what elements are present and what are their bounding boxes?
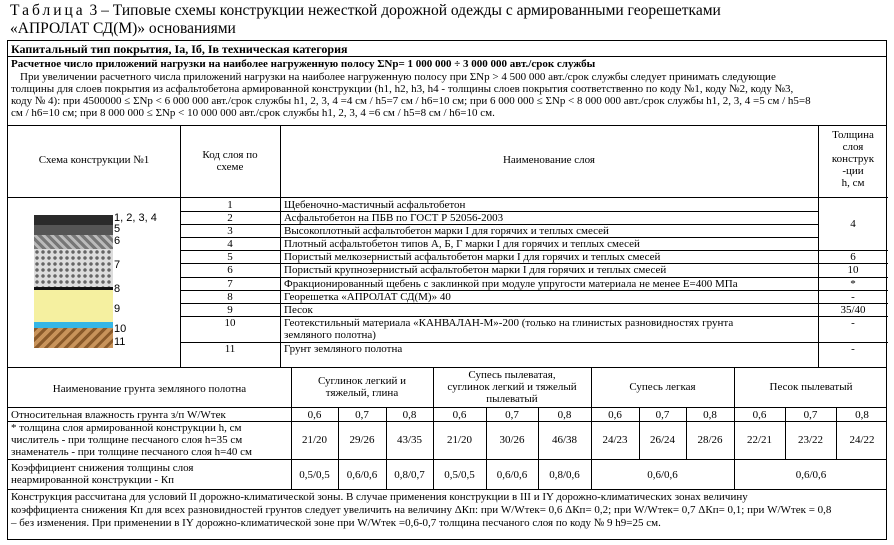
note-line-2: толщины для слоев покрытия из асфальтобетона армированной конструкции (h1, h2, h3, h4 - толщины слоев покрытия соответственно по коду №1, коду №2, коду №3, bbox=[11, 83, 794, 95]
thickness-value: 21/20 bbox=[446, 434, 473, 446]
crushed-stone-layer bbox=[34, 249, 113, 287]
thickness-value: 24/23 bbox=[602, 434, 628, 446]
layer-name: Пористый мелкозернистый асфальтобетон марки I для горячих и теплых смесей bbox=[284, 251, 661, 263]
soil-layer bbox=[34, 328, 113, 348]
layer-name: Грунт земляного полотна bbox=[284, 343, 403, 355]
layer-name: Геотекстильный материала «КАНВАЛАН-М»-200 (только на глинистых разновидностях грунта bbox=[284, 317, 734, 329]
coef-label: Коэффициент снижения толщины слоя неармированной конструкции - Кп bbox=[11, 462, 194, 486]
thickness-value: 24/22 bbox=[849, 434, 875, 446]
humidity-value: 0,8 bbox=[855, 409, 869, 421]
layer-code: 1 bbox=[227, 199, 233, 211]
coef-value: 0,6/0,6 bbox=[496, 469, 528, 481]
soil-group-1: Суглинок легкий и тяжелый, глина bbox=[317, 375, 406, 399]
thickness-value: 21/20 bbox=[301, 434, 328, 446]
coef-value: 0,6/0,6 bbox=[795, 469, 827, 481]
scheme-label-5: 5 bbox=[114, 223, 121, 235]
soil-group-4: Песок пылеватый bbox=[769, 381, 853, 393]
layer-thickness: - bbox=[851, 291, 855, 303]
layer-thickness: 4 bbox=[850, 218, 856, 230]
layer-code: 2 bbox=[227, 212, 233, 224]
layer-name: Асфальтобетон на ПБВ по ГОСТ Р 52056-2003 bbox=[284, 212, 504, 224]
col-thickness: Толщина слоя конструк -ции h, см bbox=[831, 129, 875, 189]
humidity-value: 0,8 bbox=[703, 409, 717, 421]
title-rest: 3 – Типовые схемы конструкции нежесткой дорожной одежды с армированными георешетками bbox=[89, 2, 721, 19]
scheme-label-1-4: 1, 2, 3, 4 bbox=[114, 212, 157, 224]
footer-line-1: Конструкция рассчитана для условий II дорожно-климатической зоны. В случае применения конструкции в III и IY дорожно-климатических зонах величину bbox=[11, 491, 748, 503]
col-scheme: Схема конструкции №1 bbox=[38, 154, 150, 166]
humidity-value: 0,6 bbox=[752, 409, 767, 421]
layer-code: 3 bbox=[227, 225, 233, 237]
title-line2: «АПРОЛАТ СД(М)» основаниями bbox=[10, 20, 236, 37]
layer-code: 8 bbox=[227, 291, 233, 303]
section-title: Капитальный тип покрытия, Iа, Iб, Iв техническая категория bbox=[11, 42, 348, 56]
table-title bbox=[10, 2, 890, 38]
coef-value: 0,5/0,5 bbox=[299, 469, 330, 481]
asphalt-layer-5 bbox=[34, 225, 113, 235]
coef-value: 0,8/0,7 bbox=[394, 469, 425, 481]
layer-name: Песок bbox=[284, 304, 313, 316]
scheme-label-11: 11 bbox=[114, 336, 126, 348]
layer-code: 7 bbox=[227, 278, 233, 290]
asphalt-layer-6 bbox=[34, 235, 113, 249]
humidity-value: 0,8 bbox=[557, 409, 572, 421]
note-line-3: коду № 4): при 4500000 ≤ ΣNр < 6 000 000 авт./срок службы h1, 2, 3, 4 =4 см / h5=7 см / h6=10 см; при 6 000 000 ≤ ΣNр < 8 000 000 авт./срок службы h1, 2, 3, 4 =5 см / h5=8 bbox=[11, 95, 811, 107]
footer-line-3: – без изменения. При применении в IY дорожно-климатической зоне при W/Wтек =0,6-0,7 толщина песчаного слоя по коду № 9 h9=25 см. bbox=[11, 517, 661, 529]
coef-value: 0,6/0,6 bbox=[346, 469, 378, 481]
col-layer-name: Наименование слоя bbox=[502, 154, 595, 166]
layer-thickness: 35/40 bbox=[840, 304, 866, 316]
layer-name: Пористый крупнозернистый асфальтобетон марки I для горячих и теплых смесей bbox=[284, 264, 667, 276]
layer-thickness: - bbox=[851, 343, 855, 355]
thickness-value: 22/21 bbox=[746, 434, 773, 446]
layer-name-cont: земляного полотна) bbox=[284, 329, 376, 341]
humidity-value: 0,7 bbox=[505, 409, 519, 421]
layer-code: 11 bbox=[224, 343, 236, 355]
layer-thickness: 10 bbox=[847, 264, 859, 276]
thickness-value: 28/26 bbox=[697, 434, 723, 446]
humidity-value: 0,7 bbox=[803, 409, 818, 421]
footer-line-2: коэффициента снижения Кп для всех разновидностей грунтов следует увеличить на величину ΔКп: при W/Wтек= 0,6 ΔКп= 0,2; при W/Wтек= 0,7 ΔКп= 0,1; при W/Wтек = 0,8 bbox=[11, 504, 832, 516]
title-word: Таблица bbox=[10, 2, 86, 19]
sand-layer bbox=[34, 290, 113, 322]
layer-name: Высокоплотный асфальтобетон марки I для горячих и теплых смесей bbox=[284, 225, 609, 237]
humidity-value: 0,7 bbox=[355, 409, 369, 421]
note-line-4: см / h6=10 см; при 8 000 000 ≤ ΣNр < 10 000 000 авт./срок службы h1, 2, 3, 4 =6 см / h5=8 см / h6=10 см. bbox=[11, 107, 495, 119]
thickness-value: 23/22 bbox=[797, 434, 824, 446]
layer-code: 10 bbox=[224, 317, 236, 329]
layer-name: Плотный асфальтобетон типов А, Б, Г марки I для горячих и теплых смесей bbox=[284, 238, 640, 250]
scheme-label-8: 8 bbox=[114, 283, 121, 295]
humidity-label: Относительная влажность грунта з/п W/Wтек bbox=[11, 409, 226, 421]
layer-thickness: - bbox=[851, 317, 855, 329]
thickness-value: 29/26 bbox=[349, 434, 375, 446]
humidity-value: 0,7 bbox=[655, 409, 670, 421]
load-line: Расчетное число приложений нагрузки на наиболее нагруженную полосу ΣNр= 1 000 000 ÷ 3 000 000 авт./срок службы bbox=[11, 58, 596, 70]
humidity-value: 0,6 bbox=[452, 409, 467, 421]
note-line-1: При увеличении расчетного числа приложений нагрузки на наиболее нагруженную полосу при ΣNр > 4 500 000 авт./срок службы следует принимать следующие bbox=[20, 71, 776, 83]
layer-name: Георешетка «АПРОЛАТ СД(М)» 40 bbox=[284, 291, 451, 303]
scheme-label-10: 10 bbox=[114, 323, 127, 335]
scheme-label-9: 9 bbox=[114, 303, 121, 315]
thickness-value: 43/35 bbox=[396, 434, 423, 446]
thickness-value: 30/26 bbox=[499, 434, 525, 446]
layer-name: Щебеночно-мастичный асфальтобетон bbox=[284, 199, 466, 211]
layer-code: 5 bbox=[227, 251, 233, 263]
coef-value: 0,8/0,6 bbox=[549, 469, 580, 481]
humidity-value: 0,8 bbox=[402, 409, 417, 421]
construction-table bbox=[7, 40, 887, 540]
coef-value: 0,6/0,6 bbox=[647, 469, 678, 481]
coef-value: 0,5/0,5 bbox=[444, 469, 475, 481]
soil-group-3: Супесь легкая bbox=[629, 381, 696, 393]
thickness-label: * толщина слоя армированной конструкции h, см числитель - при толщине песчаного слоя h=35 см знаменатель - при толщине песчаного слоя h=40 см bbox=[11, 422, 252, 458]
layer-code: 6 bbox=[227, 264, 233, 276]
soil-group-2: Супесь пылеватая, суглинок легкий и тяжелый пылеватый bbox=[447, 369, 577, 405]
thickness-value: 26/24 bbox=[649, 434, 676, 446]
scheme-label-7: 7 bbox=[114, 259, 121, 271]
scheme-label-6: 6 bbox=[114, 235, 121, 247]
layer-name: Фракционированный щебень с заклинкой при модуле упругости материала не менее Е=400 МПа bbox=[284, 278, 738, 290]
col-code: Код слоя по схеме bbox=[202, 149, 258, 173]
layer-code: 9 bbox=[227, 304, 233, 316]
layer-thickness: 6 bbox=[850, 251, 856, 263]
humidity-value: 0,6 bbox=[608, 409, 622, 421]
layer-code: 4 bbox=[227, 238, 233, 250]
asphalt-layer-1-4 bbox=[34, 215, 113, 225]
layer-thickness: * bbox=[850, 278, 856, 290]
thickness-value: 46/38 bbox=[551, 434, 578, 446]
humidity-value: 0,6 bbox=[307, 409, 322, 421]
soil-header: Наименование грунта земляного полотна bbox=[52, 383, 247, 395]
